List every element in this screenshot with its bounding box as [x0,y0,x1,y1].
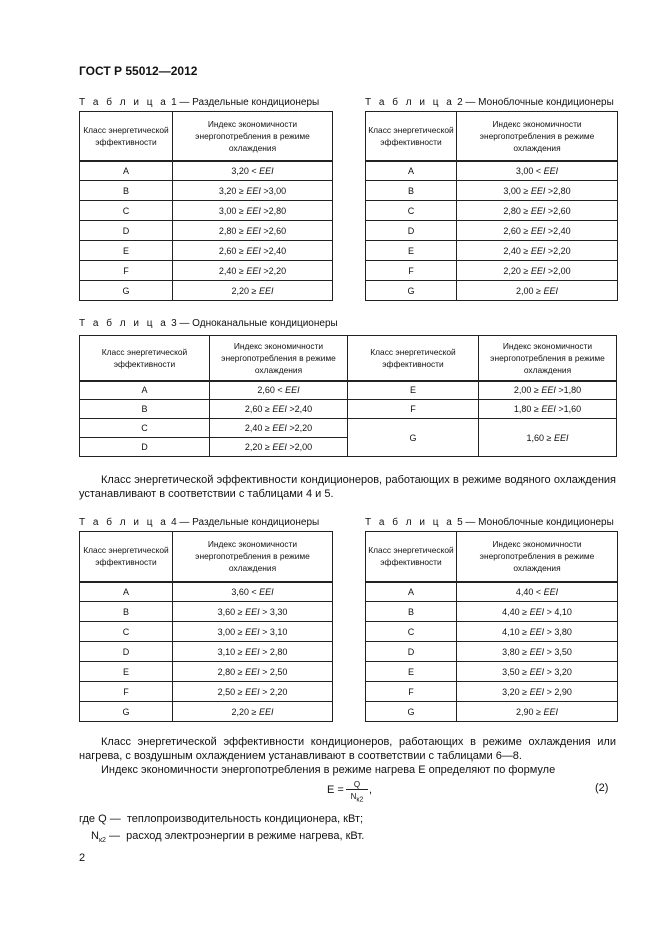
class-cell: D [366,221,457,241]
page-number: 2 [79,852,86,864]
index-cell: 2,40 ≥ EEI >2,20 [457,241,618,261]
col-header-index: Индекс экономичности энергопотребления в режиме охлаждения [457,532,618,582]
table-2 [365,111,618,301]
table5-caption [365,517,614,528]
col-header-index: Индекс экономичности энергопотребления в режиме охлаждения [173,112,333,161]
where-text-1: теплопроизводительность кондиционера, кВт; [126,813,364,825]
table-row [80,181,333,201]
caption-word: Т а б л и ц а [79,318,169,329]
class-cell: B [366,602,457,622]
col-header-class: Класс энергетической эффективности [80,532,173,582]
class-cell: G [80,702,173,722]
index-cell: 3,10 ≥ EEI > 2,80 [173,642,333,662]
index-cell: 2,20 ≥ EEI [173,702,333,722]
table-row [80,662,333,682]
paragraph-water-cooling: Класс энергетической эффективности кондиционеров, работающих в режиме водяного охлаждения устанавливают в соответствии с таблицами 4 и 5. [79,474,616,500]
paragraph-heating-index: Индекс экономичности энергопотребления в режиме нагрева E определяют по формуле [101,764,556,776]
caption-word: Т а б л и ц а [365,517,455,528]
col-header-index: Индекс экономичности энергопотребления в режиме охлаждения [173,532,333,582]
index-cell: 2,60 ≥ EEI >2,40 [173,241,333,261]
table-row [80,381,617,400]
caption-number: 3 [171,318,177,329]
class-cell: C [80,201,173,221]
index-cell: 1,80 ≥ EEI >1,60 [479,400,617,419]
index-cell: 2,90 ≥ EEI [457,702,618,722]
col-header-index: Индекс экономичности энергопотребления в режиме охлаждения [457,112,618,161]
index-cell: 3,00 < EEI [457,161,618,181]
index-cell: 3,00 ≥ EEI >2,80 [457,181,618,201]
table2-caption [365,97,614,108]
caption-word: Т а б л и ц а [79,517,169,528]
table-row [80,161,333,181]
index-cell: 3,80 ≥ EEI > 3,50 [457,642,618,662]
class-cell: A [80,381,210,400]
table-row [366,221,618,241]
col-header-class-2: Класс энергетической эффективности [348,336,479,381]
class-cell: G [348,419,479,457]
col-header-class: Класс энергетической эффективности [366,532,457,582]
index-cell: 3,50 ≥ EEI > 3,20 [457,662,618,682]
table-1 [79,111,333,301]
index-cell: 2,00 ≥ EEI >1,80 [479,381,617,400]
formula-den-subscript: к2 [356,796,364,804]
caption-word: Т а б л и ц а [79,97,169,108]
index-cell: 2,20 ≥ EEI >2,00 [457,261,618,281]
formula-numerator: Q [346,780,368,790]
table-row [366,642,618,662]
table-row [80,241,333,261]
where-line-2 [91,829,364,848]
table-3 [79,335,617,457]
class-cell: E [80,662,173,682]
table-row [366,602,618,622]
index-cell: 4,10 ≥ EEI > 3,80 [457,622,618,642]
index-cell: 2,00 ≥ EEI [457,281,618,301]
caption-title: — Моноблочные кондиционеры [465,517,614,528]
formula-lhs: E = [327,784,344,796]
caption-title: — Моноблочные кондиционеры [465,97,614,108]
caption-title: — Раздельные кондиционеры [179,97,320,108]
class-cell: A [366,582,457,602]
where-text-2: расход электроэнергии в режиме нагрева, кВт. [126,830,365,842]
caption-number: 2 [457,97,463,108]
table-row [366,261,618,281]
where-label-1: где Q — [79,813,121,825]
table-row [366,281,618,301]
class-cell: B [80,400,210,419]
class-cell: C [366,622,457,642]
index-cell: 3,60 < EEI [173,582,333,602]
class-cell: E [348,381,479,400]
class-cell: F [80,682,173,702]
col-header-index: Индекс экономичности энергопотребления в режиме охлаждения [210,336,348,381]
table-row [366,161,618,181]
class-cell: D [80,221,173,241]
where-label-2-subscript: к2 [98,837,106,845]
class-cell: D [80,438,210,457]
class-cell: B [80,181,173,201]
index-cell: 2,50 ≥ EEI > 2,20 [173,682,333,702]
table-row [366,181,618,201]
table-5 [365,531,618,722]
class-cell: G [366,702,457,722]
col-header-index-2: Индекс экономичности энергопотребления в режиме охлаждения [479,336,617,381]
formula-denominator [346,792,368,804]
table-row [80,702,333,722]
class-cell: C [366,201,457,221]
index-cell: 2,20 ≥ EEI [173,281,333,301]
index-cell: 3,20 ≥ EEI > 2,90 [457,682,618,702]
table3-caption [79,318,338,329]
index-cell: 2,60 < EEI [210,381,348,400]
col-header-class: Класс энергетической эффективности [80,112,173,161]
table4-caption [79,517,319,528]
index-cell: 3,00 ≥ EEI > 3,10 [173,622,333,642]
table-row [80,400,617,419]
table-row [80,221,333,241]
table-row [80,602,333,622]
index-cell: 2,60 ≥ EEI >2,40 [457,221,618,241]
index-cell: 2,40 ≥ EEI >2,20 [210,419,348,438]
table-row [80,419,617,438]
index-cell: 4,40 ≥ EEI > 4,10 [457,602,618,622]
where-label-2-tail: — [105,830,120,842]
index-cell: 2,80 ≥ EEI >2,60 [457,201,618,221]
class-cell: E [366,662,457,682]
class-cell: F [366,682,457,702]
table-4 [79,531,333,722]
class-cell: C [80,419,210,438]
table-row [80,642,333,662]
caption-title: — Раздельные кондиционеры [179,517,320,528]
class-cell: D [366,642,457,662]
class-cell: F [348,400,479,419]
where-label-2: N [91,830,99,842]
table-row [366,201,618,221]
index-cell: 3,20 < EEI [173,161,333,181]
class-cell: A [80,161,173,181]
table-row [366,662,618,682]
class-cell: B [366,181,457,201]
class-cell: A [80,582,173,602]
table-row [366,241,618,261]
table-row [366,582,618,602]
caption-word: Т а б л и ц а [365,97,455,108]
table-row [80,682,333,702]
class-cell: G [80,281,173,301]
class-cell: C [80,622,173,642]
table-row [80,201,333,221]
table-row [80,622,333,642]
table-row [366,702,618,722]
index-cell: 3,00 ≥ EEI >2,80 [173,201,333,221]
table-row [366,682,618,702]
caption-number: 4 [171,517,177,528]
formula-tail: , [369,784,373,796]
index-cell: 4,40 < EEI [457,582,618,602]
col-header-class: Класс энергетической эффективности [366,112,457,161]
index-cell: 3,60 ≥ EEI > 3,30 [173,602,333,622]
class-cell: E [80,241,173,261]
table-row [80,261,333,281]
caption-number: 5 [457,517,463,528]
paragraph-air-cooling: Класс энергетической эффективности кондиционеров, работающих в режиме охлаждения или нагрева, с воздушным охлаждением устанавливают в соответствии с таблицами 6—8. [79,736,616,762]
index-cell: 2,80 ≥ EEI >2,60 [173,221,333,241]
table-row [80,281,333,301]
index-cell: 3,20 ≥ EEI >3,00 [173,181,333,201]
formula-number: (2) [595,782,609,794]
where-line-1 [79,812,363,826]
class-cell: F [80,261,173,281]
class-cell: B [80,602,173,622]
class-cell: D [80,642,173,662]
formula-den-symbol: N [350,792,357,801]
index-cell: 2,20 ≥ EEI >2,00 [210,438,348,457]
index-cell: 2,40 ≥ EEI >2,20 [173,261,333,281]
document-header: ГОСТ Р 55012—2012 [79,64,198,78]
class-cell: A [366,161,457,181]
caption-number: 1 [171,97,177,108]
class-cell: G [366,281,457,301]
class-cell: E [366,241,457,261]
table-row [80,582,333,602]
table-row [366,622,618,642]
table1-caption [79,97,319,108]
index-cell: 2,80 ≥ EEI > 2,50 [173,662,333,682]
index-cell: 1,60 ≥ EEI [479,419,617,457]
col-header-class: Класс энергетической эффективности [80,336,210,381]
index-cell: 2,60 ≥ EEI >2,40 [210,400,348,419]
caption-title: — Одноканальные кондиционеры [179,318,338,329]
class-cell: F [366,261,457,281]
